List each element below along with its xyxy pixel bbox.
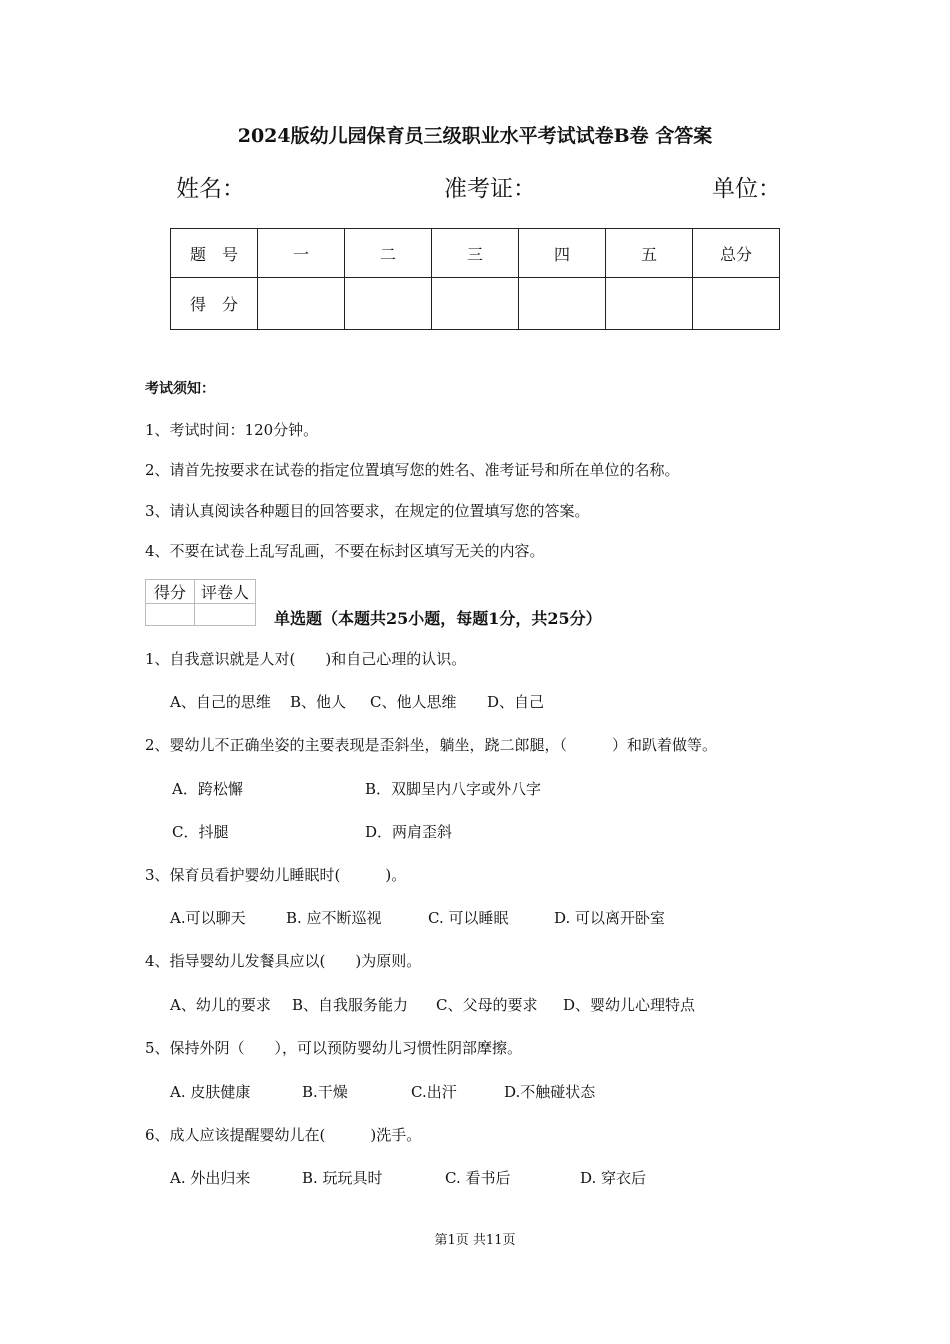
document-title: 2024版幼儿园保育员三级职业水平考试试卷B卷 含答案 — [237, 125, 713, 147]
score-table-header: 一 — [258, 229, 345, 278]
score-table-header: 二 — [345, 229, 432, 278]
score-cell — [519, 278, 606, 330]
notice-item: 4、不要在试卷上乱写乱画，不要在标封区填写无关的内容。 — [145, 542, 545, 560]
page-footer: 第1页 共11页 — [434, 1233, 516, 1248]
question-option: A．跨松懈 — [172, 780, 243, 798]
grader-score-label: 得分 — [146, 580, 195, 604]
question-option: D.不触碰状态 — [504, 1083, 596, 1101]
question-option: A. 皮肤健康 — [170, 1083, 251, 1101]
question-option: D. 可以离开卧室 — [554, 909, 666, 927]
score-cell — [345, 278, 432, 330]
score-table-header: 五 — [606, 229, 693, 278]
notice-item: 3、请认真阅读各种题目的回答要求，在规定的位置填写您的答案。 — [145, 502, 590, 520]
question-text: 4、指导婴幼儿发餐具应以( )为原则。 — [145, 952, 422, 970]
unit-label: 单位： — [712, 176, 781, 202]
question-option: D、自己 — [487, 693, 545, 711]
question-option: A.可以聊天 — [170, 909, 246, 927]
question-option: A、自己的思维 — [170, 693, 271, 711]
question-option: A、幼儿的要求 — [170, 996, 271, 1014]
question-option: B. 应不断巡视 — [286, 909, 382, 927]
question-text: 2、婴幼儿不正确坐姿的主要表现是歪斜坐，躺坐，跷二郎腿，（ ）和趴着做等。 — [145, 736, 718, 754]
question-option: C. 看书后 — [445, 1169, 511, 1187]
grader-name-cell — [195, 604, 256, 626]
question-option: A. 外出归来 — [170, 1169, 251, 1187]
question-text: 1、自我意识就是人对( )和自己心理的认识。 — [145, 650, 467, 668]
question-option: B.干燥 — [302, 1083, 348, 1101]
name-label: 姓名： — [176, 176, 245, 202]
question-option: C.出汗 — [411, 1083, 457, 1101]
score-table-header-row — [171, 229, 780, 278]
notice-item: 2、请首先按要求在试卷的指定位置填写您的姓名、准考证号和所在单位的名称。 — [145, 461, 680, 479]
grader-box — [145, 579, 256, 626]
question-option: C、他人思维 — [370, 693, 457, 711]
score-cell — [693, 278, 780, 330]
score-cell — [258, 278, 345, 330]
grader-score-cell — [146, 604, 195, 626]
question-option: B. 玩玩具时 — [302, 1169, 383, 1187]
question-option: B、自我服务能力 — [292, 996, 409, 1014]
question-option: D、婴幼儿心理特点 — [563, 996, 696, 1014]
score-table-header: 三 — [432, 229, 519, 278]
question-option: C. 可以睡眠 — [428, 909, 509, 927]
score-cell — [606, 278, 693, 330]
section-title: 单选题（本题共25小题，每题1分，共25分） — [274, 609, 602, 628]
question-option: D. 穿衣后 — [580, 1169, 647, 1187]
notice-item: 1、考试时间：120分钟。 — [145, 421, 319, 439]
question-option: B．双脚呈内八字或外八字 — [365, 780, 542, 798]
question-text: 5、保持外阴（ ），可以预防婴幼儿习惯性阴部摩擦。 — [145, 1039, 523, 1057]
question-option: C．抖腿 — [172, 823, 229, 841]
score-table — [170, 228, 780, 330]
question-option: B、他人 — [290, 693, 347, 711]
question-text: 3、保育员看护婴幼儿睡眠时( )。 — [145, 866, 407, 884]
question-option: D．两肩歪斜 — [365, 823, 453, 841]
score-table-header: 题 号 — [171, 229, 258, 278]
question-option: C、父母的要求 — [436, 996, 538, 1014]
score-table-header: 总分 — [693, 229, 780, 278]
notice-title: 考试须知： — [145, 381, 215, 397]
question-text: 6、成人应该提醒婴幼儿在( )洗手。 — [145, 1126, 422, 1144]
score-cell — [432, 278, 519, 330]
grader-name-label: 评卷人 — [195, 580, 256, 604]
exam-id-label: 准考证： — [444, 176, 536, 202]
score-table-header: 四 — [519, 229, 606, 278]
score-row-label: 得 分 — [171, 278, 258, 330]
score-table-score-row — [171, 278, 780, 330]
